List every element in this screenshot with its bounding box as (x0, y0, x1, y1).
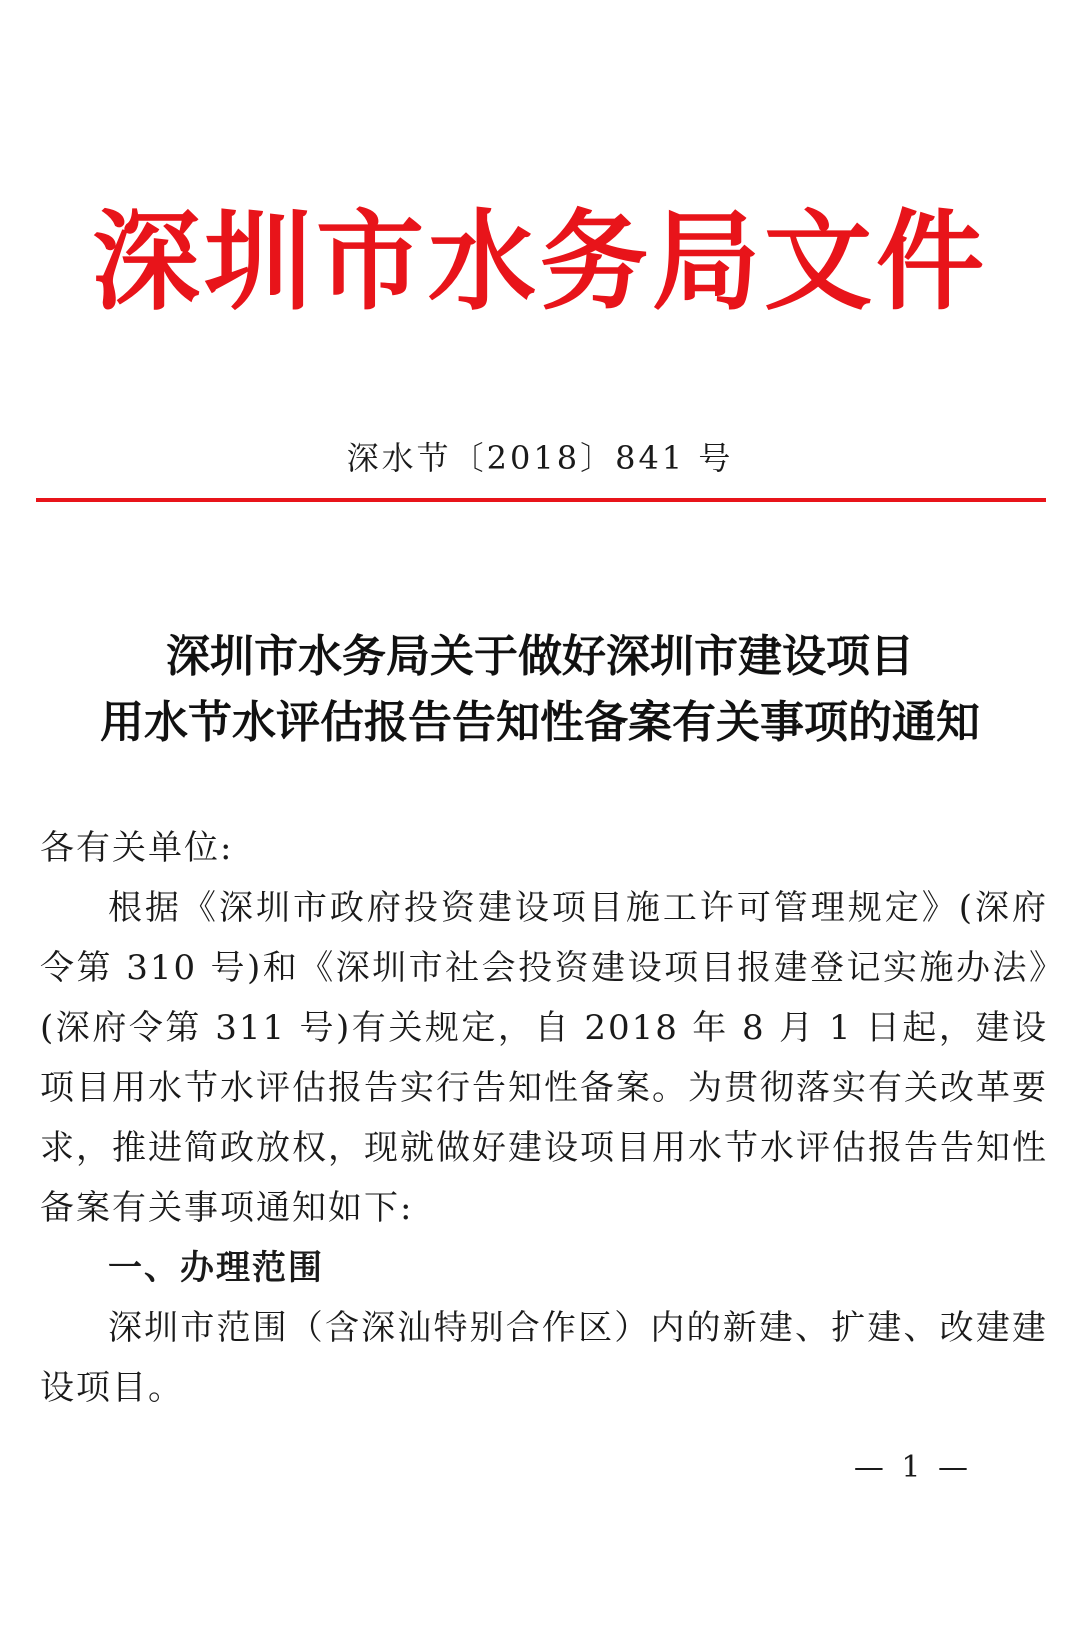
page-number: — 1 — (853, 1450, 972, 1485)
document-body (40, 818, 1048, 1418)
salutation: 各有关单位: (40, 828, 234, 868)
document-number: 深水节〔2018〕841 号 (346, 439, 734, 477)
red-divider-rule (36, 498, 1046, 502)
section-paragraph-scope: 深圳市范围（含深汕特别合作区）内的新建、扩建、改建建设项目。 (40, 1308, 1048, 1408)
issuing-authority-masthead: 深圳市水务局文件 (91, 200, 988, 325)
title-line-2: 用水节水评估报告告知性备案有关事项的通知 (100, 697, 980, 748)
title-line-1: 深圳市水务局关于做好深圳市建设项目 (166, 631, 914, 682)
body-paragraph-1: 根据《深圳市政府投资建设项目施工许可管理规定》(深府令第 310 号)和《深圳市社会投资建设项目报建登记实施办法》(深府令第 311 号)有关规定，自 2018 年 8 月 1 日起，建设项目用水节水评估报告实行告知性备案。为贯彻落实有关改革要求，推进简政放权，现就做好建设项目用水节水评估报告告知性备案有关事项通知如下: (40, 888, 1048, 1228)
section-heading-scope: 一、办理范围 (108, 1248, 324, 1288)
document-title (0, 624, 1080, 756)
